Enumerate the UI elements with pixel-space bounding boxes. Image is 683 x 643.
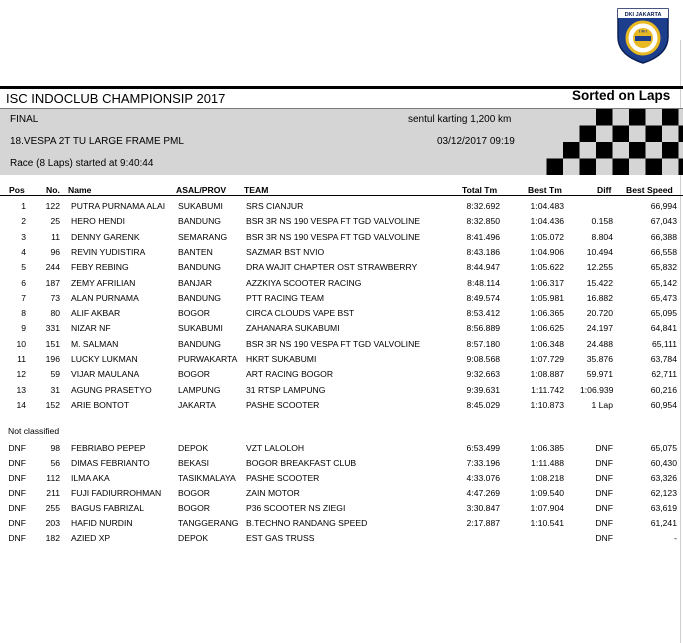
row-total-time: 9:08.568 — [466, 354, 500, 364]
row-asal: TANGGERANG — [178, 518, 239, 528]
row-best-time: 1:11.742 — [531, 384, 564, 395]
row-diff: 16.882 — [586, 292, 613, 303]
row-best-speed: 65,075 — [650, 443, 677, 453]
col-team: TEAM — [244, 185, 269, 195]
row-best-speed: 65,095 — [650, 308, 677, 319]
row-pos: DNF — [8, 488, 26, 498]
row-team: BSR 3R NS 190 VESPA FT TGD VALVOLINE — [246, 338, 421, 349]
row-best-speed: 61,241 — [650, 518, 677, 528]
logo-center-text: I M I — [639, 28, 647, 34]
row-name: ILMA AKA — [71, 473, 110, 483]
row-asal: BANDUNG — [178, 262, 221, 273]
row-diff: 15.422 — [586, 277, 613, 288]
race-info: Race (8 Laps) started at 9:40:44 — [10, 158, 154, 169]
row-number: 331 — [45, 323, 60, 334]
row-name: AGUNG PRASETYO — [71, 384, 152, 395]
col-best: Best Tm — [528, 185, 562, 195]
row-number: 98 — [50, 443, 60, 453]
row-asal: SEMARANG — [178, 231, 228, 242]
row-team: EST GAS TRUSS — [246, 533, 315, 543]
row-best-speed: 60,216 — [650, 384, 677, 395]
row-best-time: 1:11.488 — [531, 458, 564, 468]
row-pos: DNF — [8, 473, 26, 483]
row-diff: DNF — [595, 533, 613, 543]
row-team: HKRT SUKABUMI — [246, 354, 317, 364]
row-diff: 8.804 — [591, 231, 613, 242]
row-best-time: 1:06.625 — [530, 323, 564, 334]
row-diff: 24.488 — [586, 338, 613, 349]
row-total-time: 8:32.850 — [466, 216, 500, 227]
row-diff: DNF — [595, 503, 613, 513]
row-number: 25 — [50, 216, 60, 227]
row-name: ALAN PURNAMA — [71, 292, 139, 303]
row-name: M. SALMAN — [71, 338, 119, 349]
row-name: FEBY REBING — [71, 262, 129, 273]
row-asal: BANDUNG — [178, 292, 221, 303]
row-total-time: 8:41.496 — [466, 231, 500, 242]
row-name: AZIED XP — [71, 533, 111, 543]
row-number: 211 — [46, 488, 60, 498]
row-best-speed: 64,841 — [650, 323, 677, 334]
row-diff: 59.971 — [586, 369, 613, 380]
row-name: FEBRIABO PEPEP — [71, 443, 146, 453]
row-team: CIRCA CLOUDS VAPE BST — [246, 308, 355, 319]
row-name: REVIN YUDISTIRA — [71, 246, 146, 257]
row-best-time: 1:07.729 — [530, 354, 564, 364]
row-pos: 6 — [21, 277, 26, 288]
row-pos: 4 — [21, 246, 26, 257]
row-name: ALIF AKBAR — [71, 308, 121, 319]
row-total-time: 7:33.196 — [466, 458, 500, 468]
row-pos: 10 — [16, 338, 26, 349]
col-total: Total Tm — [462, 185, 498, 195]
row-asal: BANTEN — [178, 246, 213, 257]
row-asal: BANJAR — [178, 277, 212, 288]
row-number: 196 — [45, 354, 60, 364]
row-best-speed: 65,111 — [651, 338, 677, 349]
row-team: PTT RACING TEAM — [246, 292, 324, 303]
row-best-speed: 65,142 — [650, 277, 677, 288]
row-asal: BANDUNG — [178, 216, 221, 227]
row-team: 31 RTSP LAMPUNG — [246, 384, 326, 395]
row-asal: BEKASI — [178, 458, 210, 468]
row-diff: 35.876 — [586, 354, 613, 364]
row-best-speed: 65,473 — [650, 292, 677, 303]
row-asal: DEPOK — [178, 443, 209, 453]
race-date: 03/12/2017 09:19 — [437, 136, 515, 147]
row-best-time: 1:06.385 — [530, 443, 564, 453]
row-pos: 12 — [16, 369, 26, 380]
row-name: LUCKY LUKMAN — [71, 354, 138, 364]
row-asal: BOGOR — [178, 308, 210, 319]
row-best-speed: 66,558 — [650, 246, 677, 257]
row-pos: 14 — [16, 399, 26, 410]
row-name: DENNY GARENK — [71, 231, 140, 242]
col-diff: Diff — [597, 185, 612, 195]
row-number: 255 — [45, 503, 60, 513]
row-diff: 1:06.939 — [580, 384, 613, 395]
row-pos: DNF — [8, 533, 26, 543]
row-diff: DNF — [595, 473, 613, 483]
row-team: BOGOR BREAKFAST CLUB — [246, 458, 357, 468]
row-name: DIMAS FEBRIANTO — [71, 458, 150, 468]
class-name: 18.VESPA 2T TU LARGE FRAME PML — [10, 136, 184, 147]
row-number: 31 — [50, 384, 60, 395]
row-team: DRA WAJIT CHAPTER OST STRAWBERRY — [246, 262, 418, 273]
row-best-time: 1:05.622 — [530, 262, 564, 273]
row-number: 56 — [50, 458, 60, 468]
row-team: P36 SCOOTER NS ZIEGI — [246, 503, 346, 513]
row-team: ZAHANARA SUKABUMI — [246, 323, 340, 334]
row-best-time: 1:06.365 — [530, 308, 564, 319]
row-number: 151 — [45, 338, 60, 349]
row-pos: DNF — [8, 458, 26, 468]
row-best-time: 1:04.436 — [530, 216, 564, 227]
row-total-time: 3:30.847 — [466, 503, 500, 513]
row-total-time: 9:32.663 — [466, 369, 500, 380]
row-total-time: 8:48.114 — [467, 277, 500, 288]
row-team: BSR 3R NS 190 VESPA FT TGD VALVOLINE — [246, 231, 421, 242]
row-total-time: 8:44.947 — [466, 262, 500, 273]
not-classified-label: Not classified — [8, 426, 60, 436]
row-team: ART RACING BOGOR — [246, 369, 334, 380]
row-diff: 24.197 — [586, 323, 613, 334]
row-name: VIJAR MAULANA — [71, 369, 140, 380]
row-total-time: 8:32.692 — [466, 201, 500, 211]
row-asal: JAKARTA — [178, 399, 216, 410]
row-number: 122 — [45, 201, 60, 211]
row-pos: 7 — [21, 292, 26, 303]
row-number: 59 — [50, 369, 60, 380]
row-number: 203 — [45, 518, 60, 528]
row-best-time: 1:06.317 — [530, 277, 564, 288]
row-number: 73 — [50, 292, 60, 303]
row-diff: DNF — [595, 443, 613, 453]
row-asal: SUKABUMI — [178, 323, 223, 334]
row-best-time: 1:10.873 — [530, 399, 564, 410]
row-name: BAGUS FABRIZAL — [71, 503, 145, 513]
sort-label: Sorted on Laps — [572, 88, 671, 103]
row-name: NIZAR NF — [71, 323, 111, 334]
row-name: FUJI FADIURROHMAN — [71, 488, 162, 498]
row-pos: 13 — [16, 384, 26, 395]
row-number: 96 — [50, 246, 60, 257]
row-diff: DNF — [595, 518, 613, 528]
row-diff: 0.158 — [591, 216, 613, 227]
row-best-speed: 65,832 — [650, 262, 677, 273]
row-best-speed: 63,784 — [650, 354, 677, 364]
row-best-time: 1:05.072 — [530, 231, 564, 242]
row-team: PASHE SCOOTER — [246, 399, 320, 410]
row-pos: 11 — [17, 354, 26, 364]
row-total-time: 8:45.029 — [466, 399, 500, 410]
row-best-time: 1:09.540 — [530, 488, 564, 498]
row-pos: 8 — [21, 308, 26, 319]
row-total-time: 9:39.631 — [466, 384, 500, 395]
row-team: AZZKIYA SCOOTER RACING — [246, 277, 362, 288]
row-asal: BOGOR — [178, 503, 210, 513]
row-pos: 5 — [21, 262, 26, 273]
row-best-time: 1:04.906 — [530, 246, 564, 257]
row-best-time: 1:08.887 — [530, 369, 564, 380]
row-best-time: 1:05.981 — [530, 292, 564, 303]
row-best-speed: 62,123 — [650, 488, 677, 498]
row-best-time: 1:10.541 — [530, 518, 564, 528]
row-total-time: 8:43.186 — [466, 246, 500, 257]
row-team: PASHE SCOOTER — [246, 473, 320, 483]
row-total-time: 6:53.499 — [466, 443, 500, 453]
row-pos: 9 — [21, 323, 26, 334]
row-total-time: 4:47.269 — [466, 488, 500, 498]
row-asal: BOGOR — [178, 369, 210, 380]
row-pos: 1 — [21, 201, 26, 211]
row-number: 182 — [45, 533, 60, 543]
row-total-time: 2:17.887 — [466, 518, 500, 528]
row-name: HAFID NURDIN — [71, 518, 133, 528]
row-team: VZT LALOLOH — [246, 443, 305, 453]
col-asal: ASAL/PROV — [176, 185, 227, 195]
row-best-speed: 63,326 — [650, 473, 677, 483]
col-pos: Pos — [9, 185, 25, 195]
track-info: sentul karting 1,200 km — [408, 114, 512, 125]
row-best-speed: 60,430 — [650, 458, 677, 468]
row-total-time: 8:53.412 — [466, 308, 500, 319]
row-best-speed: 66,388 — [650, 231, 677, 242]
row-asal: LAMPUNG — [178, 384, 221, 395]
row-pos: 2 — [21, 216, 26, 227]
row-diff: 12.255 — [586, 262, 613, 273]
row-total-time: 8:49.574 — [466, 292, 500, 303]
checkered-flag-icon — [530, 109, 683, 175]
col-no: No. — [46, 185, 60, 195]
row-best-speed: 63,619 — [650, 503, 677, 513]
row-team: BSR 3R NS 190 VESPA FT TGD VALVOLINE — [246, 216, 421, 227]
row-best-time: 1:04.483 — [530, 201, 564, 211]
row-best-time: 1:08.218 — [530, 473, 564, 483]
row-asal: SUKABUMI — [178, 201, 223, 211]
row-team: SAZMAR BST NVIO — [246, 246, 325, 257]
row-asal: TASIKMALAYA — [178, 473, 236, 483]
row-team: ZAIN MOTOR — [246, 488, 300, 498]
col-name: Name — [68, 185, 92, 195]
row-asal: BANDUNG — [178, 338, 221, 349]
row-pos: DNF — [8, 443, 26, 453]
row-diff: 1 Lap — [591, 399, 613, 410]
row-total-time: 8:57.180 — [466, 338, 500, 349]
page-title: ISC INDOCLUB CHAMPIONSIP 2017 — [6, 91, 226, 106]
row-best-speed: 66,994 — [650, 201, 677, 211]
session-name: FINAL — [10, 114, 39, 125]
row-total-time: 4:33.076 — [466, 473, 500, 483]
row-best-speed: 60,954 — [650, 399, 677, 410]
row-number: 80 — [50, 308, 60, 319]
row-pos: 3 — [21, 231, 26, 242]
row-team: B.TECHNO RANDANG SPEED — [246, 518, 368, 528]
row-best-time: 1:06.348 — [530, 338, 564, 349]
row-asal: BOGOR — [178, 488, 210, 498]
header-underline — [0, 195, 683, 196]
row-team: SRS CIANJUR — [246, 201, 304, 211]
row-name: ARIE BONTOT — [71, 399, 130, 410]
logo-top-text: DKI JAKARTA — [624, 12, 662, 18]
row-total-time: 8:56.889 — [466, 323, 500, 334]
row-number: 244 — [45, 262, 60, 273]
row-diff: DNF — [595, 488, 613, 498]
row-best-time: 1:07.904 — [530, 503, 564, 513]
row-diff: 20.720 — [586, 308, 613, 319]
row-asal: PURWAKARTA — [178, 354, 238, 364]
row-name: PUTRA PURNAMA ALAI — [71, 201, 166, 211]
col-speed: Best Speed — [626, 185, 673, 195]
row-name: ZEMY AFRILIAN — [71, 277, 136, 288]
row-diff: DNF — [595, 458, 613, 468]
row-best-speed: 67,043 — [650, 216, 677, 227]
row-best-speed: 62,711 — [651, 369, 677, 380]
row-number: 187 — [45, 277, 60, 288]
row-pos: DNF — [8, 518, 26, 528]
row-number: 11 — [51, 231, 60, 242]
row-name: HERO HENDI — [71, 216, 125, 227]
row-best-speed: - — [674, 533, 677, 543]
row-asal: DEPOK — [178, 533, 209, 543]
row-number: 152 — [45, 399, 60, 410]
imi-shield-logo — [614, 3, 672, 65]
row-number: 112 — [46, 473, 60, 483]
row-diff: 10.494 — [586, 246, 613, 257]
row-pos: DNF — [8, 503, 26, 513]
